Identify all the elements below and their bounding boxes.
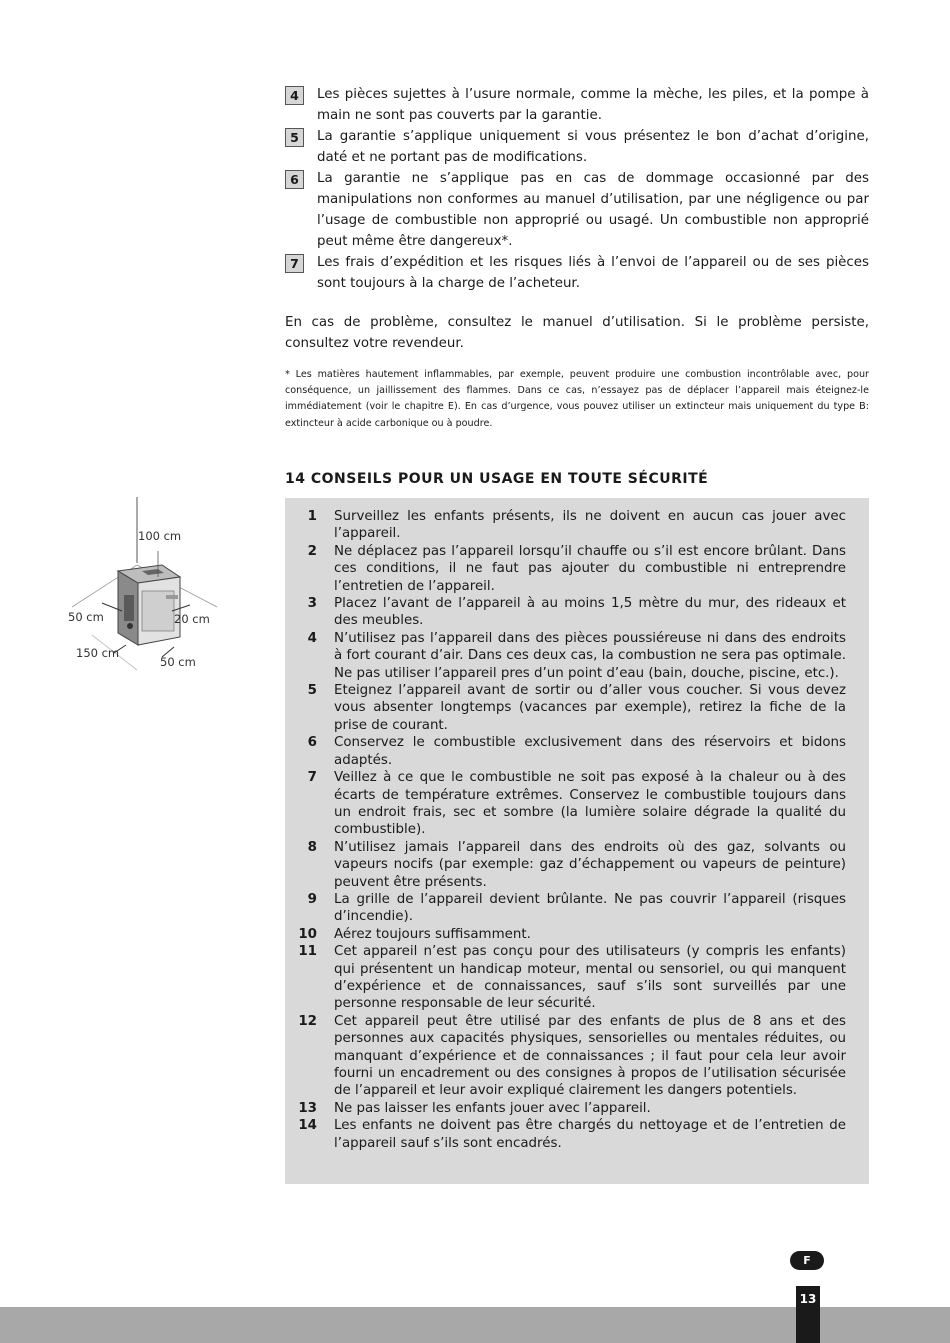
tip-text: La grille de l’appareil devient brûlante. Ne pas couvrir l’appareil (risques d’incendie). xyxy=(334,891,846,925)
tip-text: Aérez toujours suffisamment. xyxy=(334,926,531,942)
list-item xyxy=(285,1100,846,1117)
tip-number: 7 xyxy=(307,770,317,786)
list-item xyxy=(285,839,846,891)
section-heading: 14 CONSEILS POUR UN USAGE EN TOUTE SÉCURITÉ xyxy=(285,471,709,487)
footnote: * Les matières hautement inflammables, par exemple, peuvent produire une combustion incontrôlable avec, pour conséquence, un jaillissement des flammes. Dans ce cas, n’essayez pas de déplacer l’appareil mais éteignez-le immédiatement (voir le chapitre E). En cas d’urgence, vous pouvez utiliser un extincteur mais uniquement du type B: extincteur à acide carbonique ou à poudre. xyxy=(285,369,869,429)
tip-number: 9 xyxy=(307,891,317,907)
label-front-clearance: 150 cm xyxy=(76,646,120,660)
warranty-item xyxy=(285,252,869,294)
safety-tips-box xyxy=(285,498,869,1184)
list-item xyxy=(285,595,846,630)
list-item xyxy=(285,630,846,682)
list-item xyxy=(285,682,846,734)
clearance-diagram xyxy=(62,495,222,675)
item-number-box: 7 xyxy=(285,254,304,273)
tip-text: Cet appareil peut être utilisé par des enfants de plus de 8 ans et des personnes aux capacités physiques, sensorielles ou mentales réduites, ou manquant d’expérience et de connaissances ; il faut pour cela leur avoir fourni un encadrement ou des consignes à propos de l’utilisation sécurisée de l’appareil et leur avoir expliqué clairement les dangers potentiels. xyxy=(334,1013,846,1099)
tip-number: 14 xyxy=(298,1118,317,1134)
list-item xyxy=(285,508,846,543)
tip-text: N’utilisez jamais l’appareil dans des endroits où des gaz, solvants ou vapeurs nocifs (par exemple: gaz d’échappement ou vapeurs de peinture) peuvent être présents. xyxy=(334,839,846,890)
item-text: Les pièces sujettes à l’usure normale, comme la mèche, les piles, et la pompe à main ne sont pas couverts par la garantie. xyxy=(317,87,869,123)
heater-illustration-icon xyxy=(72,497,217,670)
list-item xyxy=(285,543,846,595)
list-item xyxy=(285,891,846,926)
tip-number: 4 xyxy=(307,630,317,646)
label-right-clearance: 20 cm xyxy=(174,612,210,626)
tip-text: Surveillez les enfants présents, ils ne doivent en aucun cas jouer avec l’appareil. xyxy=(334,509,846,542)
safety-tips-list xyxy=(285,498,869,1152)
warranty-item xyxy=(285,168,869,252)
problem-paragraph: En cas de problème, consultez le manuel d’utilisation. Si le problème persiste, consultez votre revendeur. xyxy=(285,315,869,351)
tip-text: Cet appareil n’est pas conçu pour des utilisateurs (y compris les enfants) qui présentent un handicap moteur, mental ou sensoriel, ou qui manquent d’expérience et de connaissances, sauf s’ils sont surveillés par une personne responsable de leur sécurité. xyxy=(334,944,846,1012)
tip-number: 6 xyxy=(307,735,317,751)
tip-text: Ne pas laisser les enfants jouer avec l’appareil. xyxy=(334,1100,651,1116)
tip-number: 13 xyxy=(298,1100,317,1116)
tip-text: Ne déplacez pas l’appareil lorsqu’il chauffe ou s’il est encore brûlant. Dans ces conditions, il ne faut pas ajouter du combustible ni entreprendre l’entretien de l’appareil. xyxy=(334,543,846,594)
tip-text: Placez l’avant de l’appareil à au moins 1,5 mètre du mur, des rideaux et des meubles. xyxy=(334,596,846,629)
list-item xyxy=(285,926,846,943)
label-top-clearance: 100 cm xyxy=(138,529,182,543)
tip-text: N’utilisez pas l’appareil dans des pièces poussiéreuse ni dans des endroits à fort courant d’air. Dans ces deux cas, la combustion ne sera pas optimale. Ne pas utiliser l’appareil pres d’un point d’eau (bain, douche, piscine, etc.). xyxy=(334,630,846,681)
item-text: Les frais d’expédition et les risques liés à l’envoi de l’appareil ou de ses pièces sont toujours à la charge de l’acheteur. xyxy=(317,255,869,291)
item-number-box: 6 xyxy=(285,170,304,189)
warranty-list xyxy=(285,84,869,294)
tip-number: 5 xyxy=(307,683,317,699)
tip-text: Veillez à ce que le combustible ne soit pas exposé à la chaleur ou à des écarts de température extrêmes. Conservez le combustible toujours dans un endroit frais, sec et sombre (la lumière solaire dégrade la qualité du combustible). xyxy=(334,770,846,838)
warranty-item xyxy=(285,126,869,168)
tip-number: 8 xyxy=(307,839,317,855)
item-number-box: 4 xyxy=(285,86,304,105)
list-item xyxy=(285,769,846,839)
tip-number: 10 xyxy=(298,926,317,942)
item-text: La garantie s’applique uniquement si vous présentez le bon d’achat d’origine, daté et ne portant pas de modifications. xyxy=(317,129,869,165)
tip-number: 1 xyxy=(307,509,317,524)
tip-number: 12 xyxy=(298,1013,317,1029)
language-badge: F xyxy=(790,1251,824,1270)
page-number: 13 xyxy=(796,1286,820,1343)
label-left-clearance: 50 cm xyxy=(68,610,104,624)
warranty-item xyxy=(285,84,869,126)
tip-number: 11 xyxy=(298,944,317,960)
list-item xyxy=(285,1117,846,1152)
tip-number: 3 xyxy=(307,596,317,612)
tip-number: 2 xyxy=(307,543,317,559)
list-item xyxy=(285,943,846,1013)
list-item xyxy=(285,734,846,769)
tip-text: Les enfants ne doivent pas être chargés du nettoyage et de l’entretien de l’appareil sauf s’ils sont encadrés. xyxy=(334,1118,846,1151)
list-item xyxy=(285,1013,846,1100)
label-bottom-clearance: 50 cm xyxy=(160,655,196,669)
tip-text: Eteignez l’appareil avant de sortir ou d’aller vous coucher. Si vous devez vous absenter longtemps (vacances par exemple), retirez la fiche de la prise de courant. xyxy=(334,683,846,733)
item-number-box: 5 xyxy=(285,128,304,147)
item-text: La garantie ne s’applique pas en cas de dommage occasionné par des manipulations non conformes au manuel d’utilisation, par une négligence ou par l’usage de combustible non approprié ou usagé. Un combustible non approprié peut même être dangereux*. xyxy=(317,171,869,249)
tip-text: Conservez le combustible exclusivement dans des réservoirs et bidons adaptés. xyxy=(334,735,846,768)
